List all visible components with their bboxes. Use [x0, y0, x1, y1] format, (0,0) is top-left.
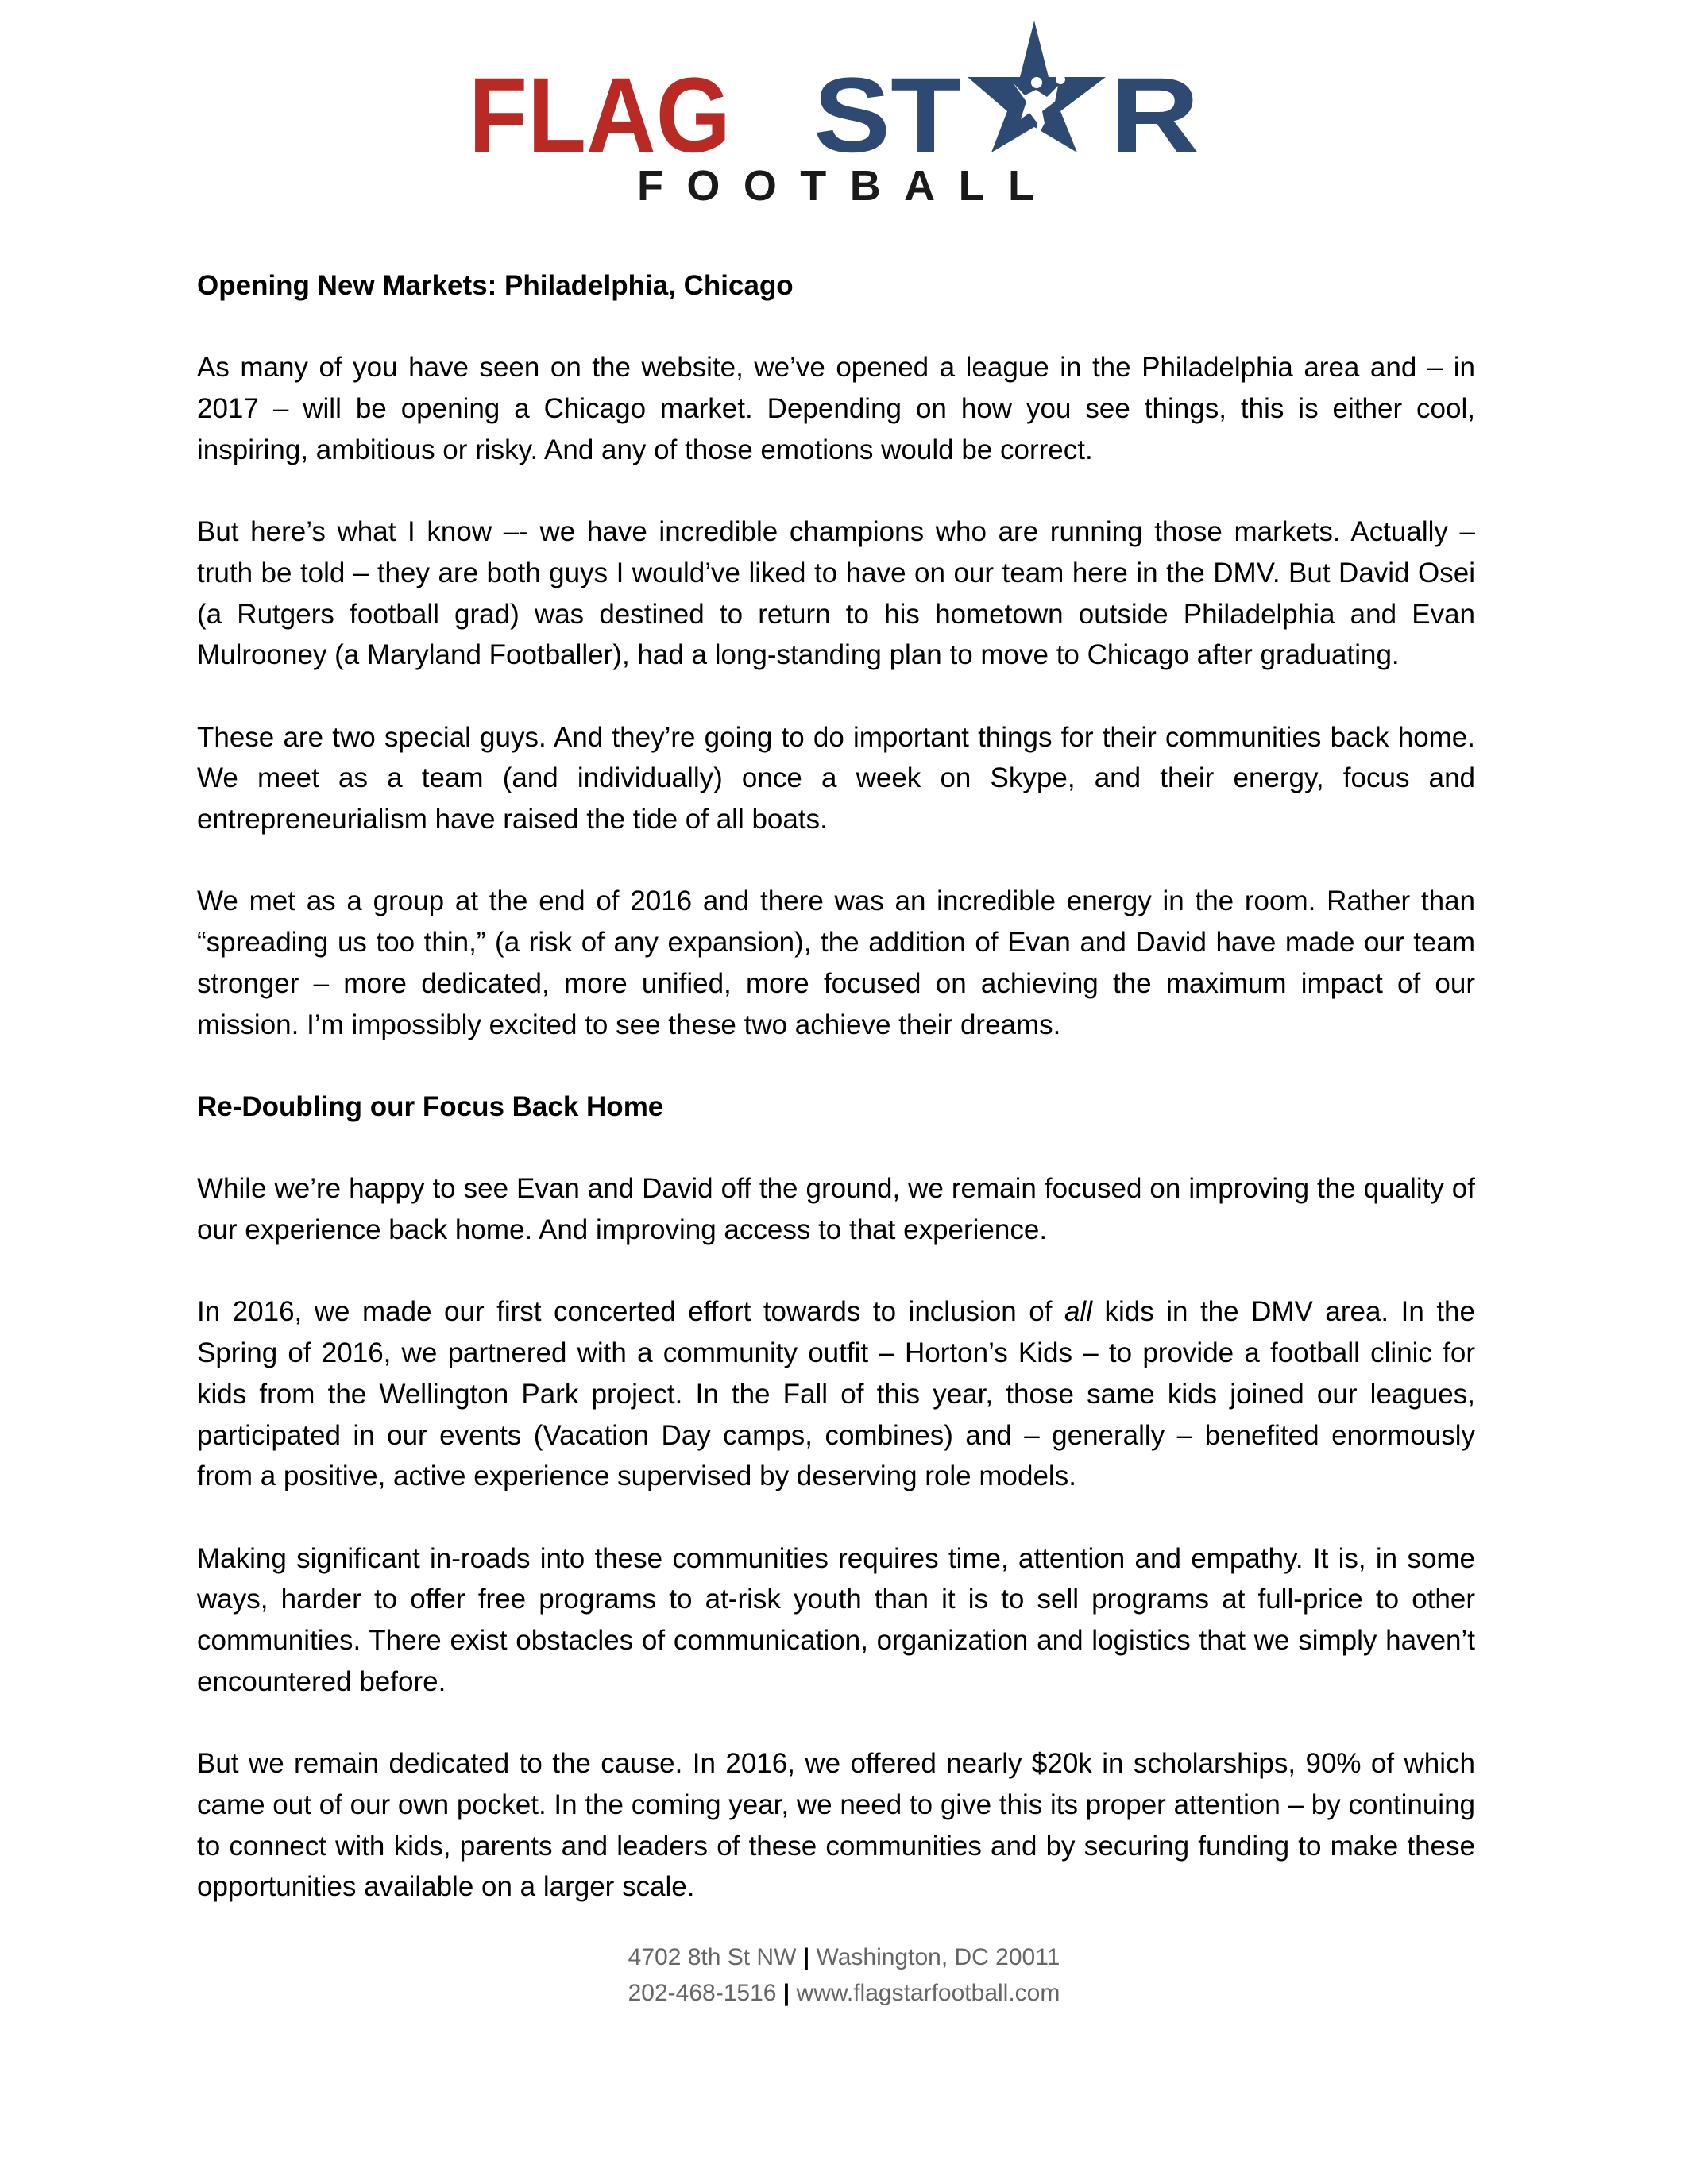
- website-link[interactable]: www.flagstarfootball.com: [796, 1979, 1060, 2006]
- star-graphic: [968, 21, 1106, 152]
- phone-number: 202-468-1516: [628, 1979, 777, 2006]
- separator: |: [782, 1979, 790, 2006]
- footer-address-line: [0, 1939, 1688, 1975]
- text: In 2016, we made our first concerted effort towards to inclusion of: [197, 1296, 1064, 1328]
- paragraph: But here’s what I know –- we have incredible champions who are running those markets. Actually – truth be told – they are both guys I would’ve liked to have on our team here in the DMV. But David Osei (a Rutgers football grad) was destined to return to his hometown outside Philadelphia and Evan Mulrooney (a Maryland Footballer), had a long-standing plan to move to Chicago after graduating.: [197, 516, 1475, 671]
- paragraph: Making significant in-roads into these communities requires time, attention and empathy. It is, in some ways, harder to offer free programs to at-risk youth than it is to sell programs at full-price to other communities. There exist obstacles of communication, organization and logistics that we simply haven’t encountered before.: [197, 1542, 1475, 1697]
- footer: [0, 1939, 1688, 2043]
- footer-contact-line: [0, 1975, 1688, 2011]
- paragraph: These are two special guys. And they’re going to do important things for their communities back home. We meet as a team (and individually) once a week on Skype, and their energy, focus and entrepreneurialism have raised the tide of all boats.: [197, 721, 1475, 835]
- section-heading: Re-Doubling our Focus Back Home: [197, 1090, 664, 1122]
- flagstar-football-logo: [0, 0, 1688, 238]
- logo-football: FOOTBALL: [637, 162, 1034, 210]
- paragraph: But we remain dedicated to the cause. In 2016, we offered nearly $20k in scholarships, 90% of which came out of our own pocket. In the coming year, we need to give this its proper attention – by continuing to connect with kids, parents and leaders of these communities and by securing funding to make these opportunities available on a larger scale.: [197, 1748, 1476, 1903]
- city-state-zip: Washington, DC 20011: [816, 1943, 1060, 1970]
- logo-st: ST: [813, 56, 961, 175]
- logo-flag: FLAG: [469, 56, 731, 175]
- letter-body: [197, 265, 1475, 1908]
- section-heading: Opening New Markets: Philadelphia, Chicago: [197, 270, 794, 301]
- paragraph: We met as a group at the end of 2016 and there was an incredible energy in the room. Rather than “spreading us too thin,” (a risk of any expansion), the addition of Evan and David have made our team stronger – more dedicated, more unified, more focused on achieving the maximum impact of our mission. I’m impossibly excited to see these two achieve their dreams.: [197, 886, 1475, 1040]
- text: kids in the DMV area. In the Spring of 2016, we partnered with a community outfit – Horton’s Kids – to provide a football clinic for kids from the Wellington Park project. In the Fall of this year, those same kids joined our leagues, participated in our events (Vacation Day camps, combines) and – generally – benefited enormously from a positive, active experience supervised by deserving role models.: [197, 1296, 1475, 1492]
- paragraph: While we’re happy to see Evan and David off the ground, we remain focused on improving the quality of our experience back home. And improving access to that experience.: [197, 1173, 1475, 1246]
- logo-r: R: [1110, 56, 1199, 175]
- paragraph: [197, 1291, 1475, 1497]
- street-address: 4702 8th St NW: [628, 1943, 797, 1970]
- separator: |: [802, 1943, 810, 1970]
- emphasis: all: [1064, 1296, 1092, 1328]
- paragraph: As many of you have seen on the website, we’ve opened a league in the Philadelphia area and – in 2017 – will be opening a Chicago market. Depending on how you see things, this is either cool, inspiring, ambitious or risky. And any of those emotions would be correct.: [197, 352, 1475, 465]
